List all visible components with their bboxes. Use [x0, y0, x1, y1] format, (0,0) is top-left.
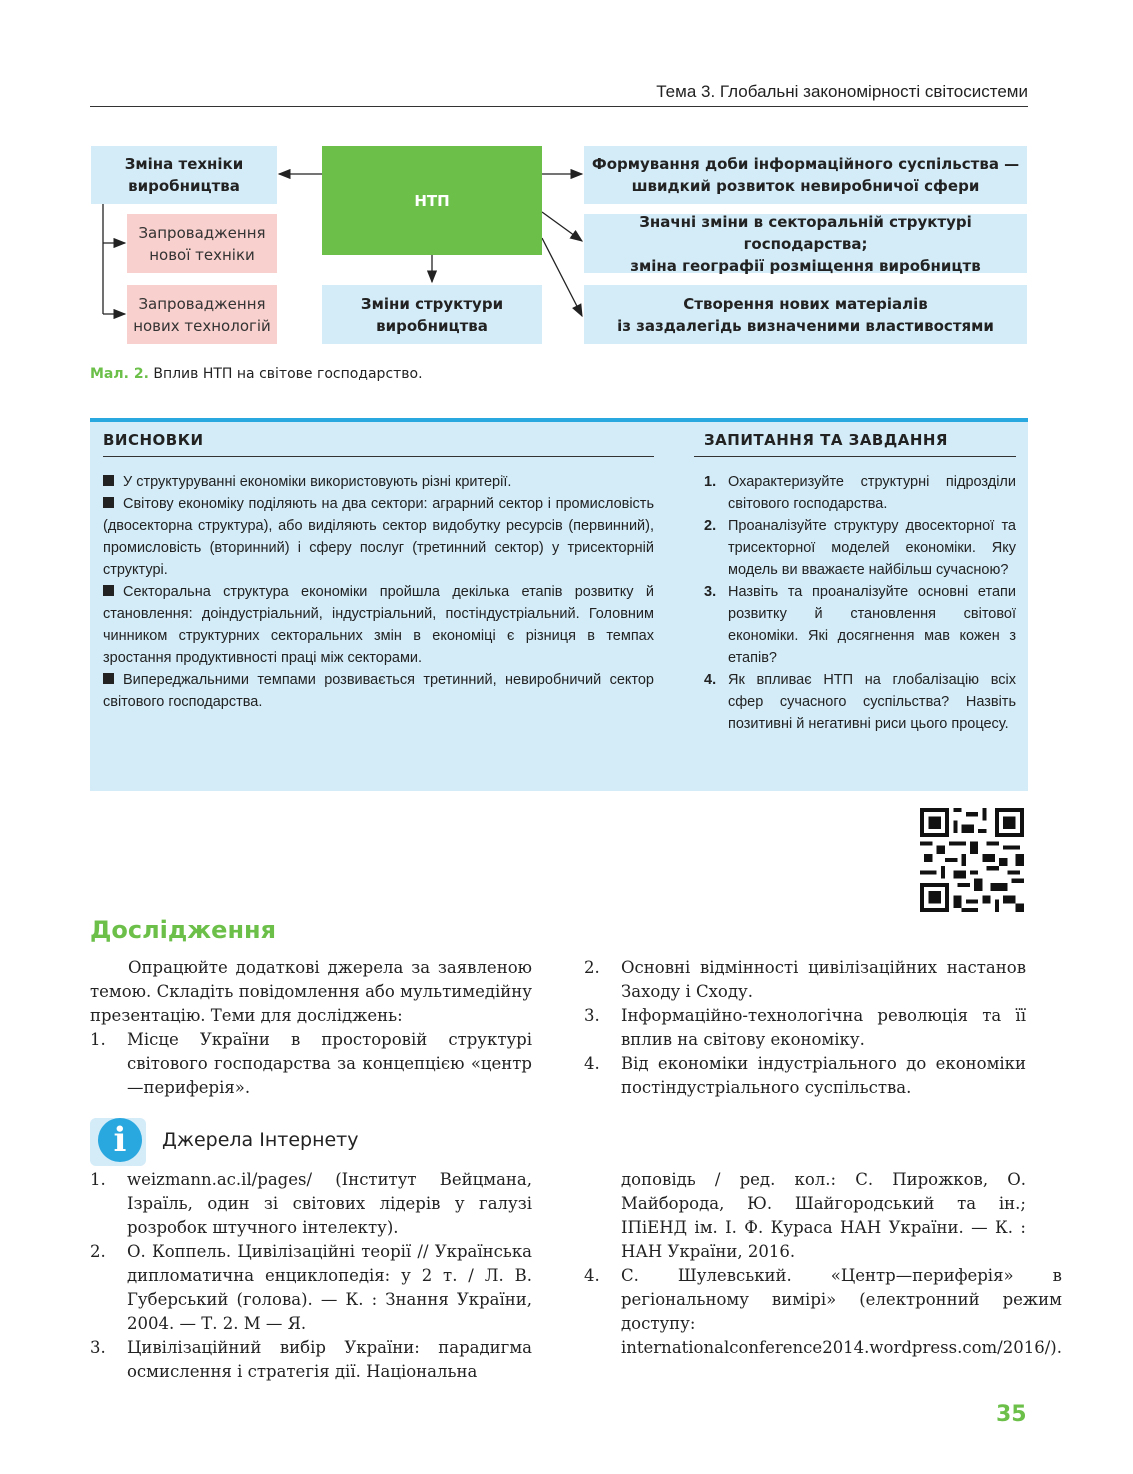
- box-information-society: Формування доби інформаційного суспільства — швидкий розвиток невиробничої сфери: [584, 146, 1027, 204]
- research-topic: 1. Місце України в просторовій структурі світового господарства за концепцією «центр—периферія».: [90, 1030, 532, 1097]
- research-right-column: [584, 956, 1026, 1100]
- internet-sources-title: Джерела Інтернету: [162, 1129, 359, 1151]
- bullet-square-icon: [103, 585, 114, 596]
- research-intro: Опрацюйте додаткові джерела за заявленою темою. Складіть повідомлення або мультимедійну презентацію. Теми для досліджень:: [90, 958, 532, 1025]
- conclusion-item: Світову економіку поділяють на два сектори: аграрний сектор і промисловість (двосекторна структура), або виділяють сектор видобутку ресурсів (первинний), промисловість (вторинний) і сферу послуг (третинний сектор) у трисекторній структурі.: [103, 496, 654, 578]
- page-number: 35: [996, 1402, 1027, 1427]
- sources-left-column: [90, 1168, 532, 1384]
- bullet-square-icon: [103, 673, 114, 684]
- box-new-materials: Створення нових матеріалів із заздалегідь визначеними властивостями: [584, 285, 1027, 344]
- page-header-title: Тема 3. Глобальні закономірності світосистеми: [656, 82, 1028, 101]
- research-title: Дослідження: [90, 916, 277, 944]
- question-item: 1. Охарактеризуйте структурні підрозділи світового господарства.: [704, 474, 1016, 512]
- box-structure-changes: Зміни структури виробництва: [322, 285, 542, 344]
- box-sectoral-changes: Значні зміни в секторальній структурі господарства; зміна географії розміщення виробництв: [584, 214, 1027, 273]
- conclusion-item: Секторальна структура економіки пройшла декілька етапів розвитку й становлення: доіндустріальний, індустріальний, постіндустріальний. Головним чинником структурних секторальних змін в економіці є різниця в темпах зростання продуктивності праці між секторами.: [103, 584, 654, 666]
- question-item: 2. Проаналізуйте структуру двосекторної та трисекторної моделей економіки. Яку модель ви вважаєте найбільш сучасною?: [704, 518, 1016, 578]
- source-item-continuation: доповідь / ред. кол.: С. Пирожков, О. Майборода, Ю. Шайгородський та ін.; ІПіЕНД ім. І. Ф. Кураса НАН України. — К. : НАН України, 2016.: [621, 1170, 1026, 1261]
- qr-code-icon[interactable]: [920, 808, 1024, 912]
- question-item: 3. Назвіть та проаналізуйте основні етапи розвитку й становлення світової економіки. Які досягнення мав кожен з етапів?: [704, 584, 1016, 666]
- source-item: 4. С. Шулевський. «Центр—периферія» в регіональному вимірі» (електронний режим доступу: internationalconference2014.wordpress.com/2016/).: [584, 1266, 1062, 1357]
- box-technique-change: Зміна техніки виробництва: [91, 146, 277, 204]
- conclusions-list: [103, 471, 654, 713]
- info-icon: i: [98, 1118, 142, 1162]
- source-item: 1. weizmann.ac.il/pages/ (Інститут Вейцмана, Ізраїль, один зі світових лідерів у галузі розробок штучного інтелекту).: [90, 1170, 532, 1237]
- question-item: 4. Як впливає НТП на глобалізацію всіх сфер сучасного суспільства? Назвіть позитивні й негативні риси цього процесу.: [704, 672, 1016, 732]
- research-topic: 4. Від економіки індустріального до економіки постіндустріального суспільства.: [584, 1054, 1026, 1097]
- questions-list: [704, 471, 1016, 735]
- conclusions-heading: ВИСНОВКИ: [103, 431, 204, 449]
- research-topic: 2. Основні відмінності цивілізаційних настанов Заходу і Сходу.: [584, 958, 1026, 1001]
- conclusion-item: Випереджальними темпами розвивається третинний, невиробничий сектор світового господарства.: [103, 672, 654, 710]
- conclusions-rule: [103, 456, 654, 457]
- bullet-square-icon: [103, 497, 114, 508]
- conclusion-item: У структуруванні економіки використовують різні критерії.: [103, 471, 654, 493]
- box-new-technologies: Запровадження нових технологій: [127, 285, 277, 344]
- questions-rule: [694, 456, 1016, 457]
- bullet-square-icon: [103, 475, 114, 486]
- research-topic: 3. Інформаційно-технологічна революція та її вплив на світову економіку.: [584, 1006, 1026, 1049]
- sources-right-column: [584, 1168, 1062, 1360]
- box-ntp-center: НТП: [322, 146, 542, 255]
- questions-heading: ЗАПИТАННЯ ТА ЗАВДАННЯ: [704, 431, 948, 449]
- source-item: 3. Цивілізаційний вибір України: парадигма осмислення і стратегія дії. Національна: [90, 1338, 532, 1381]
- source-item: 2. О. Коппель. Цивілізаційні теорії // Українська дипломатична енциклопедія: у 2 т. / Л. В. Губерський (голова). — К. : Знання України, 2004. — Т. 2. М — Я.: [90, 1242, 532, 1333]
- box-new-technique: Запровадження нової техніки: [127, 214, 277, 273]
- research-left-column: [90, 956, 532, 1100]
- figure-caption: Мал. 2. Вплив НТП на світове господарство.: [90, 366, 423, 382]
- panel-top-border: [90, 418, 1028, 422]
